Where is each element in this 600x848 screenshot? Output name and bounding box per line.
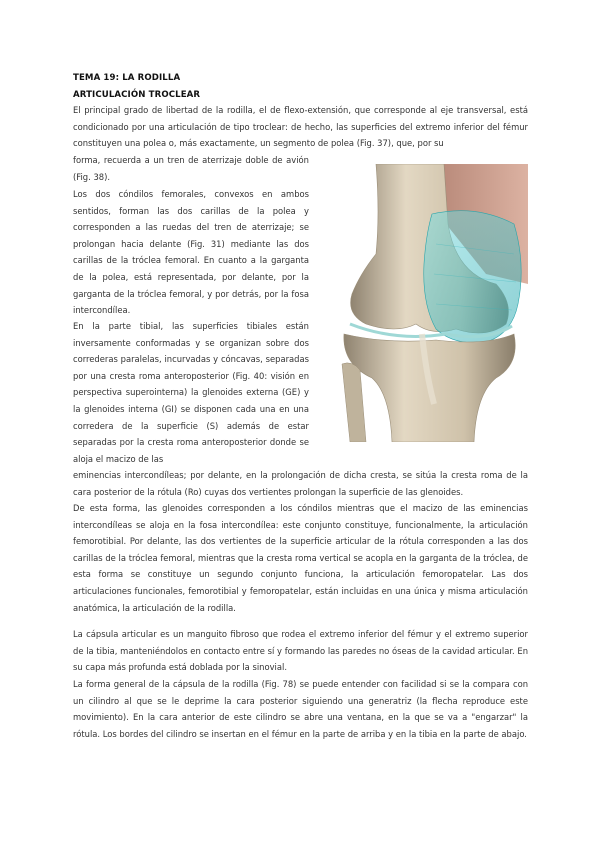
patella-cartilage-shape (424, 211, 521, 343)
paragraph-3b: eminencias intercondíleas; por delante, en la prolongación de dicha cresta, se sitúa la cresta roma de la cara posterior de la rótula (Ro) cuyas dos vertientes prolongan la superficie de las glenoides. (73, 470, 528, 497)
paragraph-5: La cápsula articular es un manguito fibroso que rodea el extremo inferior del fémur y el extremo superior de la tibia, manteniéndolos en contacto entre sí y formando las paredes no óseas de la cavidad articular. En su capa más profunda está doblada por la sinovial. (73, 629, 528, 673)
paragraph-1a: El principal grado de libertad de la rodilla, el de flexo-extensión, que corresponde al eje transversal, está condicionado por una articulación de tipo troclear: de hecho, las superficies del extremo inferior del fémur constituyen una polea o, más exactamente, un segmento de polea (Fig. 37), que, por su (73, 105, 528, 149)
section-heading: ARTICULACIÓN TROCLEAR (73, 90, 201, 100)
paragraph-2: Los dos cóndilos femorales, convexos en ambos sentidos, forman las dos carillas de la polea y corresponden a las ruedas del tren de aterrizaje; se prolongan hacia delante (Fig. 31) mediante las dos carillas de la tróclea femoral. En cuanto a la garganta de la polea, está representada, por delante, por la garganta de la tróclea femoral, y por detrás, por la fosa intercondílea. (73, 189, 309, 316)
page-title: TEMA 19: LA RODILLA (73, 73, 181, 83)
knee-joint-image (336, 164, 528, 442)
paragraph-4: De esta forma, las glenoides corresponden a los cóndilos mientras que el macizo de las eminencias intercondíleas se aloja en la fosa intercondílea: este conjunto constituye, funcionalmente, la articulación femorotibial. Por delante, las dos vertientes de la superficie articular de la rótula corresponden a las dos carillas de la tróclea femoral, mientras que la cresta roma vertical se acopla en la garganta de la tróclea, de esta forma se constituye un segundo conjunto funciona, la articulación femoropatelar. Las dos articulaciones funcionales, femorotibial y femoropatelar, están incluidas en una única y misma articulación anatómica, la articulación de la rodilla. (73, 503, 528, 613)
fibula-shape (342, 363, 366, 442)
knee-anatomy-illustration (336, 164, 528, 442)
paragraph-6: La forma general de la cápsula de la rodilla (Fig. 78) se puede entender con facilidad si se la compara con un cilindro al que se le deprime la cara posterior siguiendo una generatriz (la flecha reproduce este movimiento). En la cara anterior de este cilindro se abre una ventana, en la que se va a "engarzar" la rótula. Los bordes del cilindro se insertan en el fémur en la parte de arriba y en la tibia en la parte de abajo. (73, 679, 528, 739)
paragraph-3a: En la parte tibial, las superficies tibiales están inversamente conformadas y se organizan sobre dos correderas paralelas, incurvadas y cóncavas, separadas por una cresta roma anteroposterior (Fig. 40: visión en perspectiva superointerna) la glenoides externa (GE) y la glenoides interna (GI) se disponen cada una en una corredera de la superficie (S) además de estar separadas por la cresta roma anteroposterior donde se aloja el macizo de las (73, 321, 309, 464)
paragraph-1b: forma, recuerda a un tren de aterrizaje doble de avión (Fig. 38). (73, 155, 309, 182)
